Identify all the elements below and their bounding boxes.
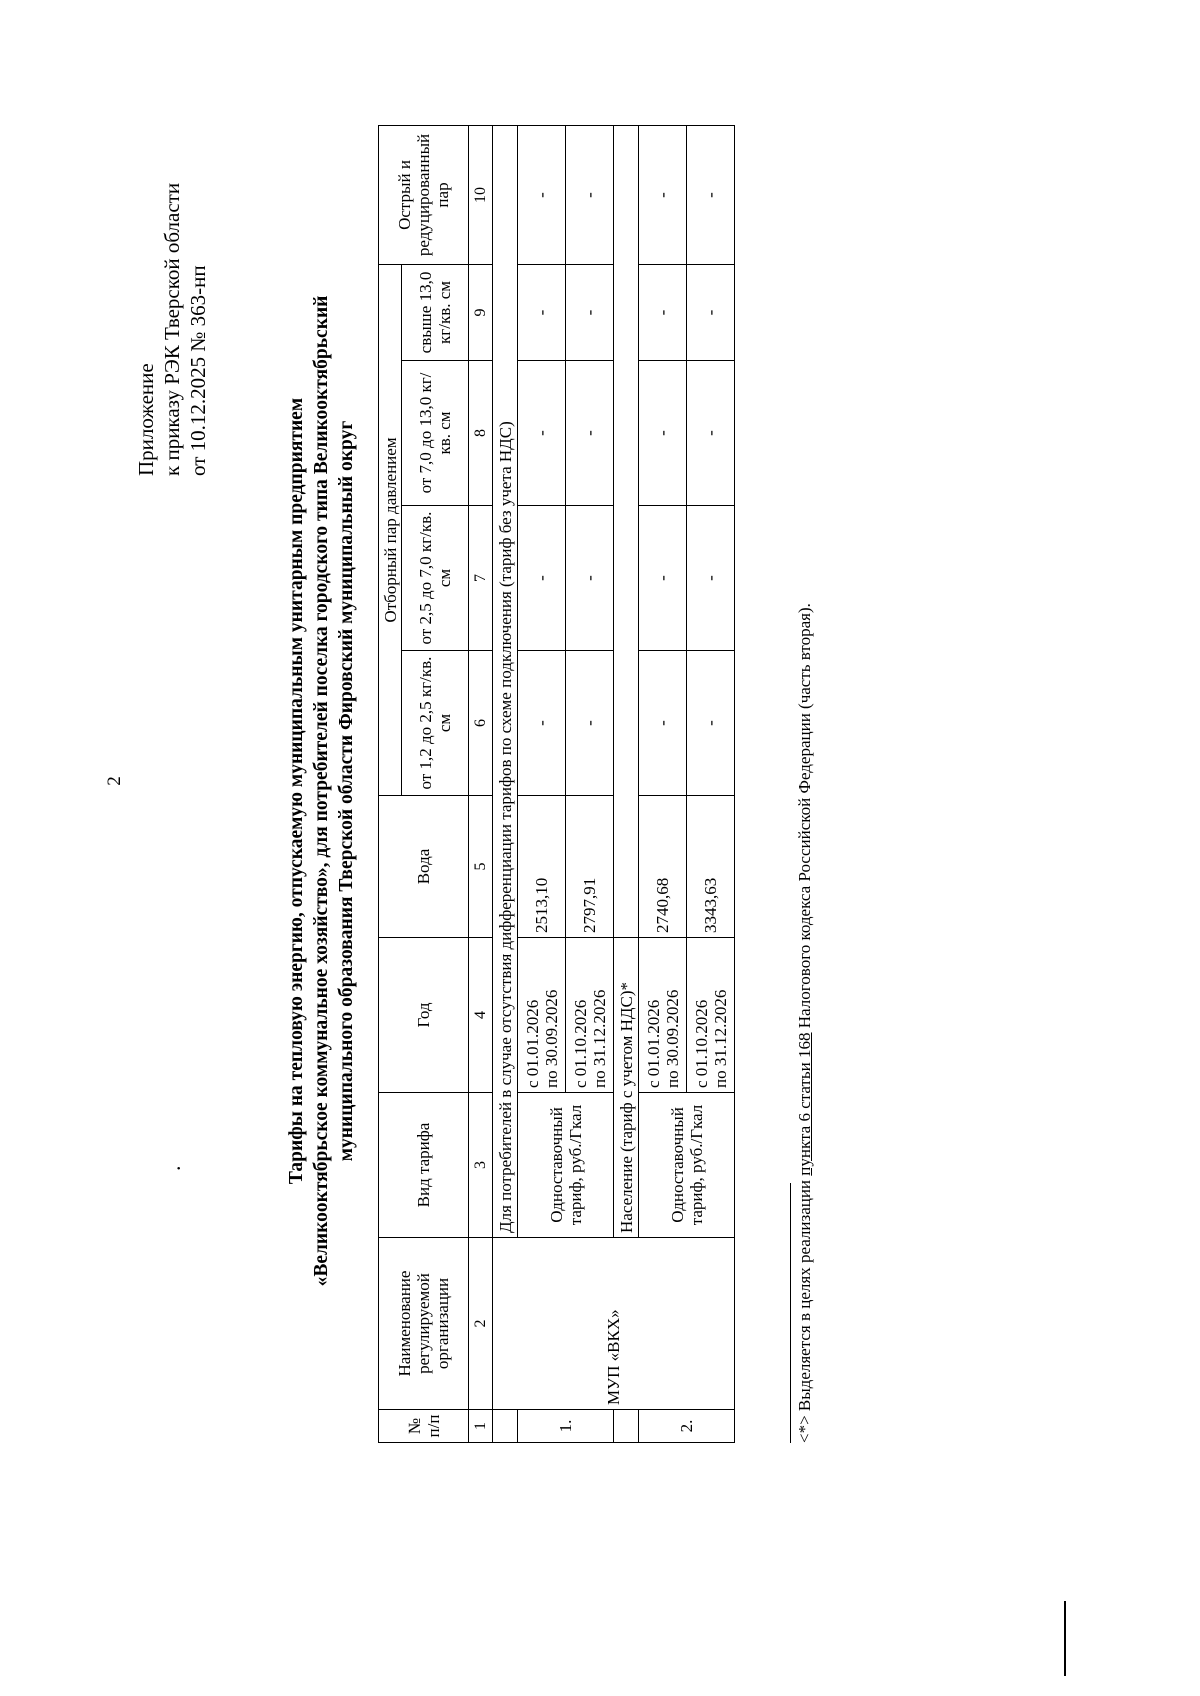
col-num-4: 4 xyxy=(469,938,493,1093)
period-cell xyxy=(518,938,566,1093)
period-to: по 31.12.2026 xyxy=(589,989,609,1088)
period-to: по 30.09.2026 xyxy=(662,989,682,1088)
period-to: по 30.09.2026 xyxy=(541,989,561,1088)
footnote-separator xyxy=(790,1183,791,1443)
section-no-cell xyxy=(614,1410,639,1443)
col-num-2: 2 xyxy=(469,1238,493,1410)
col-num-7: 7 xyxy=(469,506,493,651)
column-number-row xyxy=(469,125,493,1442)
section-label: Население (тариф с учетом НДС)* xyxy=(614,938,639,1238)
org-name-cell: МУП «ВКХ» xyxy=(493,1238,735,1410)
header-no: № п/п xyxy=(379,1410,469,1443)
steam-1-value: - xyxy=(518,651,566,796)
col-num-9: 9 xyxy=(469,264,493,360)
water-value: 2513,10 xyxy=(518,796,566,938)
steam-3-value: - xyxy=(518,361,566,506)
footnote xyxy=(795,603,815,1443)
header-org: Наименование регулируемой организации xyxy=(379,1238,469,1410)
section-label: Для потребителей в случае отсутствия дифференциации тарифов по схеме подключения (тариф без учета НДС) xyxy=(493,125,518,1237)
header-steam-group: Отборный пар давлением xyxy=(379,264,402,795)
period-from: с 01.10.2026 xyxy=(570,999,590,1088)
steam-2-value: - xyxy=(687,506,735,651)
period-cell xyxy=(639,938,687,1093)
steam-4-value: - xyxy=(639,264,687,360)
row-number: 1. xyxy=(518,1410,614,1443)
footnote-prefix: <*> Выделяется в целях реализации xyxy=(795,1175,814,1443)
water-value: 2797,91 xyxy=(566,796,614,938)
section-filler xyxy=(614,125,639,937)
header-row-1 xyxy=(379,125,402,1442)
appendix-block xyxy=(133,46,211,476)
water-value: 3343,63 xyxy=(687,796,735,938)
col-num-10: 10 xyxy=(469,125,493,264)
period-from: с 01.01.2026 xyxy=(643,999,663,1088)
title-line-1: Тарифы на тепловую энергию, отпускаемую муниципальным унитарным предприятием xyxy=(286,397,307,1185)
sharp-steam-value: - xyxy=(687,125,735,264)
col-num-5: 5 xyxy=(469,796,493,938)
steam-2-value: - xyxy=(639,506,687,651)
sharp-steam-value: - xyxy=(639,125,687,264)
stray-mark: . xyxy=(160,1165,185,1171)
row-number: 2. xyxy=(639,1410,735,1443)
sharp-steam-value: - xyxy=(566,125,614,264)
document-title xyxy=(284,126,359,1456)
steam-1-value: - xyxy=(566,651,614,796)
water-value: 2740,68 xyxy=(639,796,687,938)
steam-4-value: - xyxy=(566,264,614,360)
steam-3-value: - xyxy=(639,361,687,506)
steam-1-value: - xyxy=(687,651,735,796)
appendix-line-3: от 10.12.2025 № 363-нп xyxy=(186,265,210,476)
tariff-type-cell: Одноставочный тариф, руб./Гкал xyxy=(518,1093,614,1238)
header-sharp-steam: Острый и редуцированный пар xyxy=(379,125,469,264)
col-num-6: 6 xyxy=(469,651,493,796)
section-no-cell xyxy=(493,1410,518,1443)
col-num-3: 3 xyxy=(469,1093,493,1238)
steam-1-value: - xyxy=(639,651,687,796)
header-year: Год xyxy=(379,938,469,1093)
period-from: с 01.01.2026 xyxy=(522,999,542,1088)
title-line-3: муниципального образования Тверской области Фировский муниципальный округ xyxy=(336,420,357,1162)
sharp-steam-value: - xyxy=(518,125,566,264)
header-water: Вода xyxy=(379,796,469,938)
header-steam-2: от 2,5 до 7,0 кг/кв. см xyxy=(402,506,469,651)
steam-4-value: - xyxy=(518,264,566,360)
page-number: 2 xyxy=(104,776,125,786)
steam-4-value: - xyxy=(687,264,735,360)
steam-2-value: - xyxy=(518,506,566,651)
header-steam-1: от 1,2 до 2,5 кг/кв. см xyxy=(402,651,469,796)
tariff-table xyxy=(378,125,735,1443)
period-cell xyxy=(687,938,735,1093)
period-from: с 01.10.2026 xyxy=(691,999,711,1088)
steam-3-value: - xyxy=(687,361,735,506)
header-steam-4: свыше 13,0 кг/кв. см xyxy=(402,264,469,360)
edge-mark xyxy=(1064,1601,1066,1676)
footnote-link[interactable]: пункта 6 статьи 168 xyxy=(795,1032,814,1176)
section-row xyxy=(493,125,518,1442)
steam-3-value: - xyxy=(566,361,614,506)
col-num-1: 1 xyxy=(469,1410,493,1443)
tariff-type-cell: Одноставочный тариф, руб./Гкал xyxy=(639,1093,735,1238)
period-cell xyxy=(566,938,614,1093)
appendix-line-1: Приложение xyxy=(134,363,158,476)
steam-2-value: - xyxy=(566,506,614,651)
appendix-line-2: к приказу РЭК Тверской области xyxy=(160,182,184,476)
footnote-suffix: Налогового кодекса Российской Федерации (часть вторая). xyxy=(795,603,814,1033)
title-line-2: «Великооктябрьское коммунальное хозяйство», для потребителей поселка городского типа Великооктябрьский xyxy=(311,295,332,1287)
header-steam-3: от 7,0 до 13,0 кг/кв. см xyxy=(402,361,469,506)
col-num-8: 8 xyxy=(469,361,493,506)
header-tariff-type: Вид тарифа xyxy=(379,1093,469,1238)
period-to: по 31.12.2026 xyxy=(710,989,730,1088)
